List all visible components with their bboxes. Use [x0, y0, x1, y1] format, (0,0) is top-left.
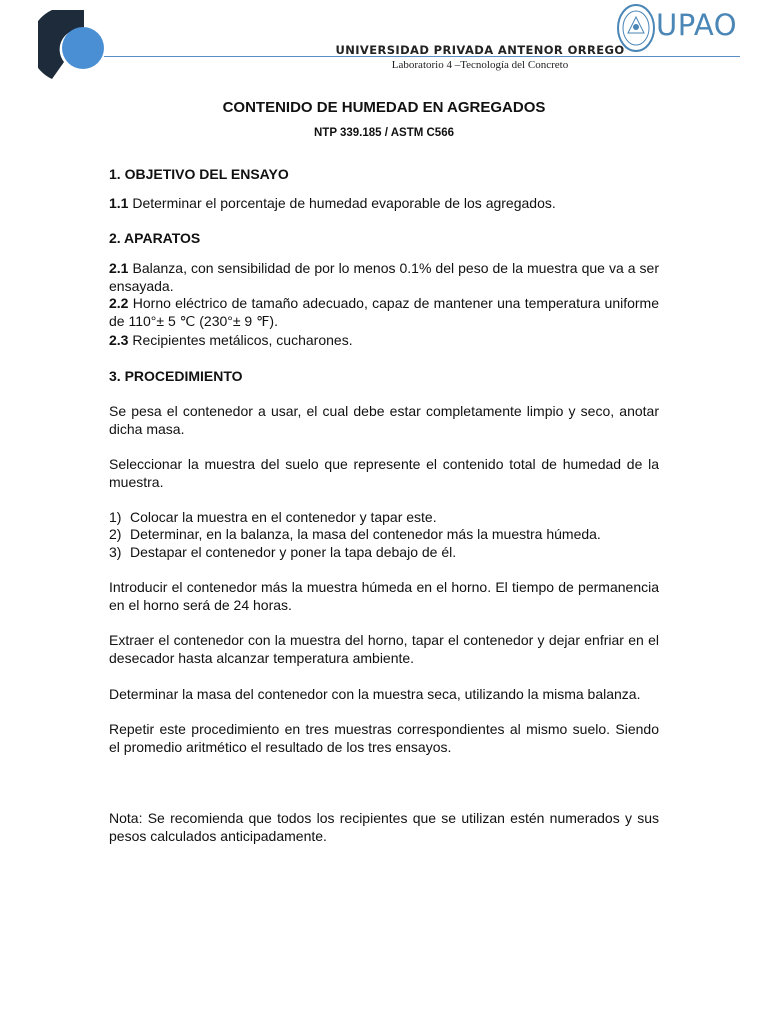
procedure-paragraph-1: Se pesa el contenedor a usar, el cual debe estar completamente limpio y seco, anotar dicha masa. — [109, 403, 659, 437]
lab-name: Laboratorio 4 –Tecnología del Concreto — [391, 59, 569, 71]
item-number: 2.3 — [109, 332, 129, 348]
step-number: 3) — [109, 544, 122, 560]
section-2-heading: 2. APARATOS — [109, 230, 201, 246]
step-text: Determinar, en la balanza, la masa del contenedor más la muestra húmeda. — [130, 526, 601, 542]
procedure-step — [109, 544, 659, 562]
item-text: Determinar el porcentaje de humedad evaporable de los agregados. — [128, 195, 556, 211]
header-divider — [104, 56, 740, 57]
procedure-step — [109, 509, 659, 527]
step-number: 1) — [109, 509, 122, 525]
section-1-heading: 1. OBJETIVO DEL ENSAYO — [109, 166, 289, 182]
item-number: 2.2 — [109, 295, 129, 311]
step-text: Destapar el contenedor y poner la tapa debajo de él. — [130, 544, 457, 560]
document-subtitle: NTP 339.185 / ASTM C566 — [314, 127, 454, 139]
item-number: 1.1 — [109, 195, 129, 211]
procedure-step — [109, 526, 659, 544]
note-paragraph: Nota: Se recomienda que todos los recipientes que se utilizan estén numerados y sus pesos calculados anticipadamente. — [109, 810, 659, 844]
section-1-paragraph — [109, 195, 659, 213]
university-logo — [38, 10, 108, 82]
step-number: 2) — [109, 526, 122, 542]
procedure-paragraph-6: Repetir este procedimiento en tres muestras correspondientes al mismo suelo. Siendo el promedio aritmético el resultado de los tres ensayos. — [109, 721, 659, 755]
item-number: 2.1 — [109, 260, 129, 276]
university-name: UNIVERSIDAD PRIVADA ANTENOR ORREGO — [335, 43, 625, 57]
item-text: Balanza, con sensibilidad de por lo menos 0.1% del peso de la muestra que va a ser ensayada. — [109, 260, 659, 294]
procedure-paragraph-4: Extraer el contenedor con la muestra del horno, tapar el contenedor y dejar enfriar en el desecador hasta alcanzar temperatura ambiente. — [109, 632, 659, 666]
upao-brand-text: UPAO — [656, 8, 738, 42]
apparatus-item-1 — [109, 260, 659, 295]
procedure-paragraph-2: Seleccionar la muestra del suelo que represente el contenido total de humedad de la muestra. — [109, 456, 659, 490]
section-3-heading: 3. PROCEDIMIENTO — [109, 368, 243, 384]
procedure-paragraph-5: Determinar la masa del contenedor con la muestra seca, utilizando la misma balanza. — [109, 686, 641, 702]
step-text: Colocar la muestra en el contenedor y tapar este. — [130, 509, 437, 525]
document-title: CONTENIDO DE HUMEDAD EN AGREGADOS — [222, 99, 546, 116]
procedure-paragraph-3: Introducir el contenedor más la muestra húmeda en el horno. El tiempo de permanencia en el horno será de 24 horas. — [109, 579, 659, 613]
apparatus-item-3 — [109, 332, 659, 350]
item-text: Recipientes metálicos, cucharones. — [128, 332, 353, 348]
item-text: Horno eléctrico de tamaño adecuado, capaz de mantener una temperatura uniforme de 110°± 5 ℃ (230°± 9 ℉). — [109, 295, 659, 329]
logo-blue-circle — [62, 27, 104, 69]
apparatus-item-2 — [109, 295, 659, 330]
